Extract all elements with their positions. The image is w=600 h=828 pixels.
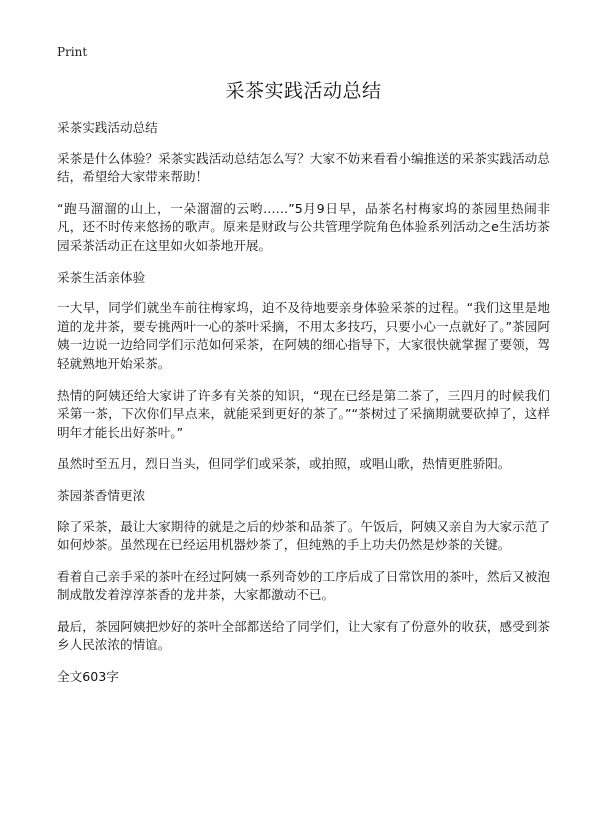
intro-paragraph: 采茶是什么体验？采茶实践活动总结怎么写？大家不妨来看看小编推送的采茶实践活动总结，希望给大家带来帮助！	[57, 150, 550, 185]
body-paragraph: 热情的阿姨还给大家讲了许多有关茶的知识，“现在已经是第二茶了，三四月的时候我们采第一茶，下次你们早点来，就能采到更好的茶了。”“茶树过了采摘期就要砍掉了，这样明年才能长出好茶叶。”	[57, 387, 550, 440]
body-paragraph: 一大早，同学们就坐车前往梅家坞，迫不及待地要亲身体验采茶的过程。“我们这里是地道的龙井茶，要专挑两叶一心的茶叶采摘，不用太多技巧，只要小心一点就好了。”茶园阿姨一边说一边给同学们示范如何采茶，在阿姨的细心指导下，大家很快就掌握了要领，驾轻就熟地开始采茶。	[57, 300, 550, 371]
section-heading: 采茶生活亲体验	[57, 269, 146, 285]
page-title: 采茶实践活动总结	[225, 80, 382, 102]
body-paragraph: “跑马溜溜的山上，一朵溜溜的云哟……”5月9日早，品茶名村梅家坞的茶园里热闹非凡，还不时传来悠扬的歌声。原来是财政与公共管理学院角色体验系列活动之e生活坊茶园采茶活动正在这里如火如荼地开展。	[57, 200, 550, 253]
body-paragraph: 最后，茶园阿姨把炒好的茶叶全部都送给了同学们，让大家有了份意外的收获，感受到茶乡人民浓浓的情谊。	[57, 618, 550, 653]
body-paragraph: 看着自己亲手采的茶叶在经过阿姨一系列奇妙的工序后成了日常饮用的茶叶，然后又被泡制成散发着淳淳茶香的龙井茶，大家都激动不已。	[57, 568, 550, 603]
body-paragraph: 虽然时至五月，烈日当头，但同学们或采茶，或拍照，或唱山歌，热情更胜骄阳。	[57, 456, 511, 472]
body-paragraph: 除了采茶，最让大家期待的就是之后的炒茶和品茶了。午饭后，阿姨又亲自为大家示范了如何炒茶。虽然现在已经运用机器炒茶了，但纯熟的手上功夫仍然是炒茶的关键。	[57, 518, 550, 553]
section-heading: 茶园茶香情更浓	[57, 487, 146, 503]
print-link[interactable]: Print	[57, 45, 88, 59]
word-count: 全文603字	[57, 669, 119, 685]
article-subtitle: 采茶实践活动总结	[57, 120, 158, 135]
